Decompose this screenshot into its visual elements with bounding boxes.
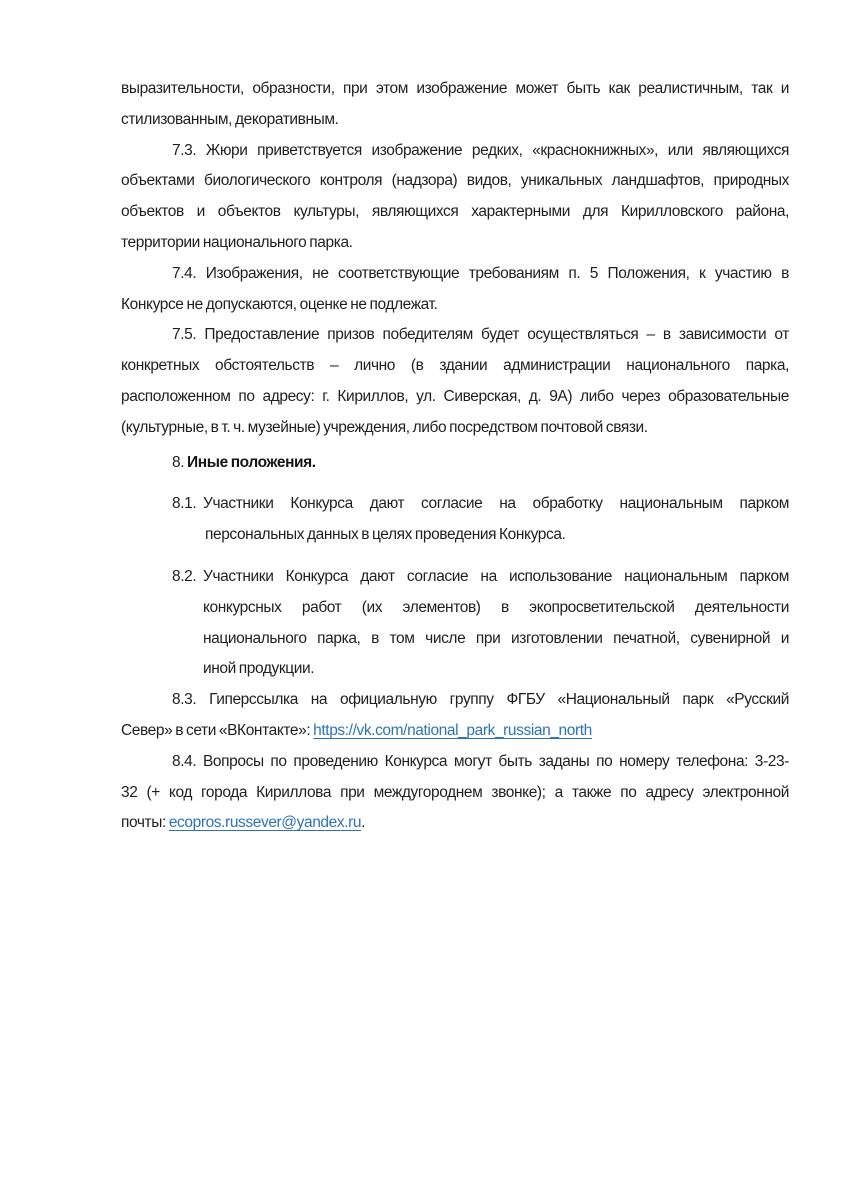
text-line — [121, 448, 789, 479]
paragraph-8-3 — [121, 685, 789, 747]
list-item-8-1 — [121, 489, 789, 551]
text-line — [121, 166, 789, 197]
text-line — [121, 654, 789, 685]
text-segment: Конкурсе не допускаются, оценке не подлежат. — [121, 295, 438, 313]
text-segment: выразительности, образности, при этом изображение может быть как реалистичным, так и — [121, 80, 789, 97]
paragraph-7-3 — [121, 136, 789, 259]
paragraph-7-5 — [121, 320, 789, 443]
text-line — [121, 593, 789, 624]
text-segment: 8. — [172, 453, 188, 471]
paragraph-8-4 — [121, 747, 789, 839]
text-segment: 8.4. Вопросы по проведению Конкурса могут быть заданы по номеру телефона: 3-23- — [172, 752, 789, 770]
text-line — [121, 74, 789, 105]
text-segment: Участники Конкурса дают согласие на использование национальным парком — [203, 567, 789, 585]
text-segment: 7.3. Жюри приветствуется изображение редких, «краснокнижных», или являющихся — [172, 141, 789, 159]
text-segment: . — [361, 814, 366, 832]
text-segment: 8.3. Гиперссылка на официальную группу ФГБУ «Национальный парк «Русский — [172, 691, 789, 709]
text-segment: стилизованным, декоративным. — [121, 110, 339, 128]
text-line — [121, 562, 789, 593]
text-line — [121, 197, 789, 228]
text-line — [121, 290, 789, 321]
text-line — [121, 136, 789, 167]
text-line — [121, 351, 789, 382]
bold-text: Иные положения. — [187, 453, 316, 471]
text-segment: национального парка, в том числе при изготовлении печатной, сувенирной и — [203, 629, 789, 647]
text-segment: иной продукции. — [203, 660, 315, 678]
text-segment: объектами биологического контроля (надзора) видов, уникальных ландшафтов, природных — [121, 172, 789, 190]
text-line — [121, 716, 789, 747]
text-line — [121, 747, 789, 778]
text-line — [121, 105, 789, 136]
list-number: 8.2. — [172, 567, 197, 585]
text-line — [121, 413, 789, 444]
text-line — [121, 808, 789, 839]
text-line — [121, 382, 789, 413]
text-segment: территории национального парка. — [121, 233, 353, 251]
list-number: 8.1. — [172, 495, 197, 513]
heading-8 — [121, 448, 789, 479]
text-segment: почты: — [121, 814, 169, 832]
text-line — [121, 685, 789, 716]
text-line — [121, 228, 789, 259]
paragraph-7-2-continuation — [121, 74, 789, 136]
text-line — [121, 778, 789, 809]
text-line — [121, 320, 789, 351]
vk-group-link[interactable]: https://vk.com/national_park_russian_north — [313, 721, 592, 739]
text-segment: Участники Конкурса дают согласие на обработку национальным парком — [203, 495, 789, 513]
text-line — [121, 520, 789, 551]
paragraph-7-4 — [121, 259, 789, 321]
text-segment: 7.5. Предоставление призов победителям будет осуществляться – в зависимости от — [172, 326, 789, 344]
text-line — [121, 624, 789, 655]
document-content — [121, 74, 789, 839]
text-segment: Север» в сети «ВКонтакте»: — [121, 721, 314, 739]
list-item-8-2 — [121, 562, 789, 685]
text-segment: конкурсных работ (их элементов) в экопросветительской деятельности — [203, 598, 789, 616]
text-segment: персональных данных в целях проведения Конкурса. — [205, 526, 566, 544]
text-line — [121, 489, 789, 520]
text-segment: конкретных обстоятельств – лично (в здании администрации национального парка, — [121, 357, 789, 375]
text-segment: 32 (+ код города Кириллова при междугороднем звонке); а также по адресу электронной — [121, 783, 789, 801]
text-line — [121, 259, 789, 290]
text-segment: объектов и объектов культуры, являющихся характерными для Кирилловского района, — [121, 203, 789, 221]
text-segment: расположенном по адресу: г. Кириллов, ул. Сиверская, д. 9А) либо через образовательные — [121, 387, 789, 405]
text-segment: (культурные, в т. ч. музейные) учреждения, либо посредством почтовой связи. — [121, 418, 648, 436]
text-segment: 7.4. Изображения, не соответствующие требованиям п. 5 Положения, к участию в — [172, 264, 789, 282]
email-link[interactable]: ecopros.russever@yandex.ru — [168, 814, 362, 832]
